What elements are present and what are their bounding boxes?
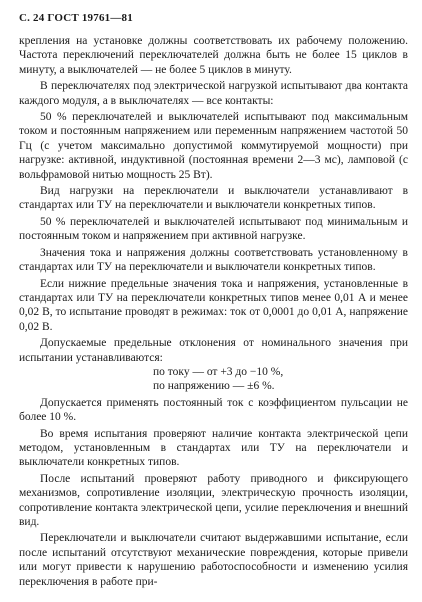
paragraph: Допускается применять постоянный ток с коэффициентом пульсации не более 10 %. bbox=[19, 396, 408, 424]
body-text bbox=[19, 34, 408, 589]
paragraph: крепления на установке должны соответствовать их рабочему положению. Частота переключений переключателей должна быть не более 15 циклов в минуту, а выключателей — не более 5 циклов в минуту. bbox=[19, 35, 408, 76]
tolerance-line: по току — от +3 до −10 %, bbox=[153, 365, 284, 378]
paragraph: Во время испытания проверяют наличие контакта электрической цепи методом, установленным в стандартах или ТУ на переключатели и выключатели конкретных типов. bbox=[19, 427, 408, 469]
page-number: С. 24 bbox=[19, 12, 45, 24]
paragraph: В переключателях под электрической нагрузкой испытывают два контакта каждого модуля, а в выключателях — все контакты: bbox=[19, 80, 408, 107]
tolerance-line: по напряжению — ±6 %. bbox=[153, 380, 275, 393]
paragraph: Вид нагрузки на переключатели и выключатели устанавливают в стандартах или ТУ на переключатели и выключатели конкретных типов. bbox=[19, 185, 408, 212]
page-header bbox=[19, 12, 408, 24]
standard-code: ГОСТ 19761—81 bbox=[47, 12, 133, 24]
paragraph: Если нижние предельные значения тока и напряжения, установленные в стандартах или ТУ на переключатели конкретных типов менее 0,01 А и менее 0,02 В, то испытание проводят в режимах: ток от 0,0001 до 0,01 А, напряжение 0,02 В. bbox=[19, 277, 408, 333]
paragraph: 50 % переключателей и выключателей испытывают под максимальным током и постоянным напряжением или переменным напряжением частотой 50 Гц (с учетом максимально допустимой коммутируемой мощности) при нагрузке: активной, индуктивной (постоянная времени 2—3 мс), ламповой (с вольфрамовой нитью мощность 25 Вт). bbox=[19, 111, 408, 181]
paragraph: Допускаемые предельные отклонения от номинального значения при испытании устанавливаются: bbox=[19, 337, 408, 364]
paragraph: 50 % переключателей и выключателей испытывают под минимальным и постоянным током и напряжением при активной нагрузке. bbox=[19, 215, 408, 243]
paragraph: Переключатели и выключатели считают выдержавшими испытание, если после испытаний отсутствуют механические повреждения, которые привели или могут привести к нарушению работоспособности и изменению усилия переключения в работе при- bbox=[19, 532, 408, 588]
paragraph: После испытаний проверяют работу приводного и фиксирующего механизмов, сопротивление изоляции, электрическую прочность изоляции, сопротивление контакта электрической цепи, усилие переключения и внешний вид. bbox=[19, 472, 408, 528]
paragraph: Значения тока и напряжения должны соответствовать установленному в стандартах или ТУ на переключатели и выключатели конкретных типов. bbox=[19, 246, 408, 274]
